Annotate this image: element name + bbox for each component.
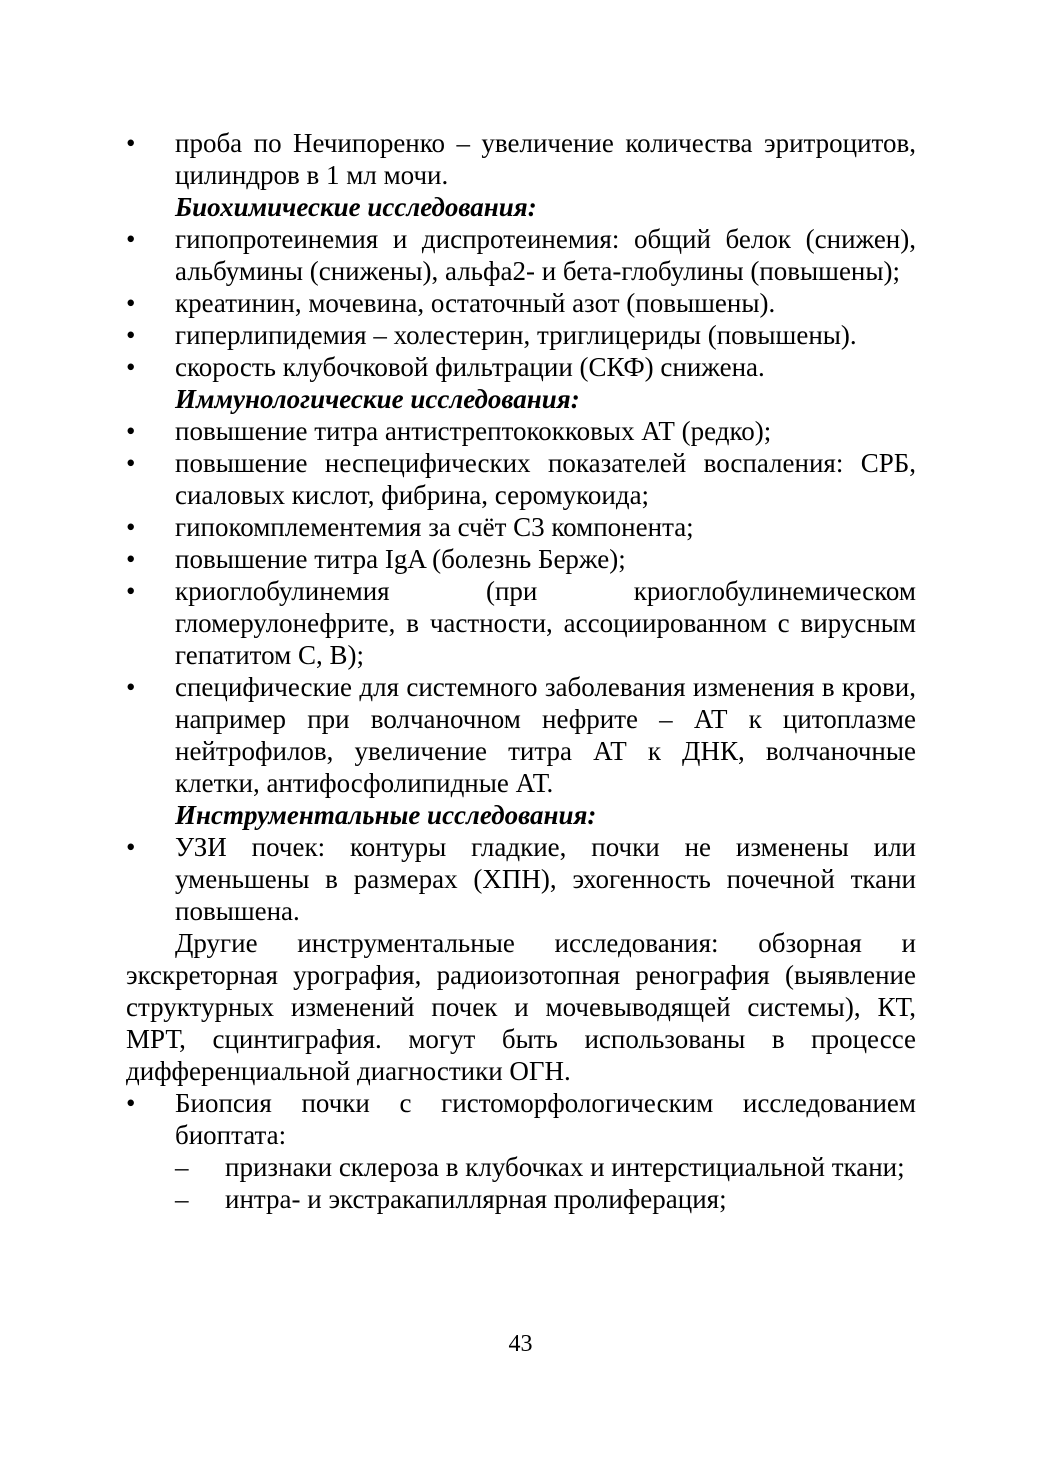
bullet-marker: • [126,224,136,254]
list-item [126,511,916,543]
section-heading-biochemical: Биохимические исследования: [175,192,537,222]
list-item [126,287,916,319]
list-item-text: гиперлипидемия – холестерин, триглицериды (повышены). [175,320,857,350]
bullet-marker: • [126,1088,136,1118]
list-item-text: специфические для системного заболевания изменения в крови, например при волчаночном нефрите – АТ к цитоплазме нейтрофилов, увеличение титра АТ к ДНК, волчаночные клетки, антифосфолипидные АТ. [175,672,916,798]
bullet-marker: • [126,672,136,702]
dash-marker: – [175,1152,189,1182]
bullet-marker: • [126,288,136,318]
bullet-marker: • [126,448,136,478]
list-item-text: скорость клубочковой фильтрации (СКФ) снижена. [175,352,765,382]
bullet-marker: • [126,576,136,606]
list-item-text: УЗИ почек: контуры гладкие, почки не изменены или уменьшены в размерах (ХПН), эхогенность почечной ткани повышена. [175,832,916,926]
list-item [126,351,916,383]
bullet-marker: • [126,416,136,446]
list-item [126,1087,916,1151]
list-item [126,127,916,191]
page-body [126,127,916,1215]
sub-list-item-text: интра- и экстракапиллярная пролиферация; [225,1184,727,1214]
list-item-text: Биопсия почки с гистоморфологическим исследованием биоптата: [175,1088,916,1150]
dash-marker: – [175,1184,189,1214]
body-paragraph: Другие инструментальные исследования: обзорная и экскреторная урография, радиоизотопная ренография (выявление структурных изменений почек и мочевыводящей системы), КТ, МРТ, сцинтиграфия. могут быть использованы в процессе дифференциальной диагностики ОГН. [126,928,916,1086]
list-item-text: гипопротеинемия и диспротеинемия: общий белок (снижен), альбумины (снижены), альфа2- и бета-глобулины (повышены); [175,224,916,286]
bullet-marker: • [126,352,136,382]
list-item-text: криоглобулинемия (при криоглобулинемическом гломерулонефрите, в частности, ассоциированном с вирусным гепатитом С, В); [175,576,916,670]
list-item-text: креатинин, мочевина, остаточный азот (повышены). [175,288,776,318]
page-number: 43 [508,1331,533,1357]
list-item [126,415,916,447]
list-item [126,319,916,351]
list-item-text: повышение титра IgA (болезнь Берже); [175,544,626,574]
bullet-marker: • [126,320,136,350]
list-item [126,575,916,671]
bullet-marker: • [126,512,136,542]
list-item [126,223,916,287]
bullet-marker: • [126,544,136,574]
list-item-text: гипокомплементемия за счёт С3 компонента; [175,512,694,542]
list-item [126,543,916,575]
list-item-text: повышение титра антистрептококковых АТ (редко); [175,416,772,446]
sub-list-item-text: признаки склероза в клубочках и интерстициальной ткани; [225,1152,905,1182]
section-heading-instrumental: Инструментальные исследования: [175,800,597,830]
bullet-marker: • [126,128,136,158]
list-item-text: повышение неспецифических показателей воспаления: СРБ, сиаловых кислот, фибрина, серомукоида; [175,448,916,510]
list-item [126,671,916,799]
list-item [126,447,916,511]
section-heading-immunological: Иммунологические исследования: [175,384,580,414]
list-item-text: проба по Нечипоренко – увеличение количества эритроцитов, цилиндров в 1 мл мочи. [175,128,916,190]
list-item [126,831,916,927]
sub-list-item [126,1151,916,1183]
sub-list-item [126,1183,916,1215]
bullet-marker: • [126,832,136,862]
